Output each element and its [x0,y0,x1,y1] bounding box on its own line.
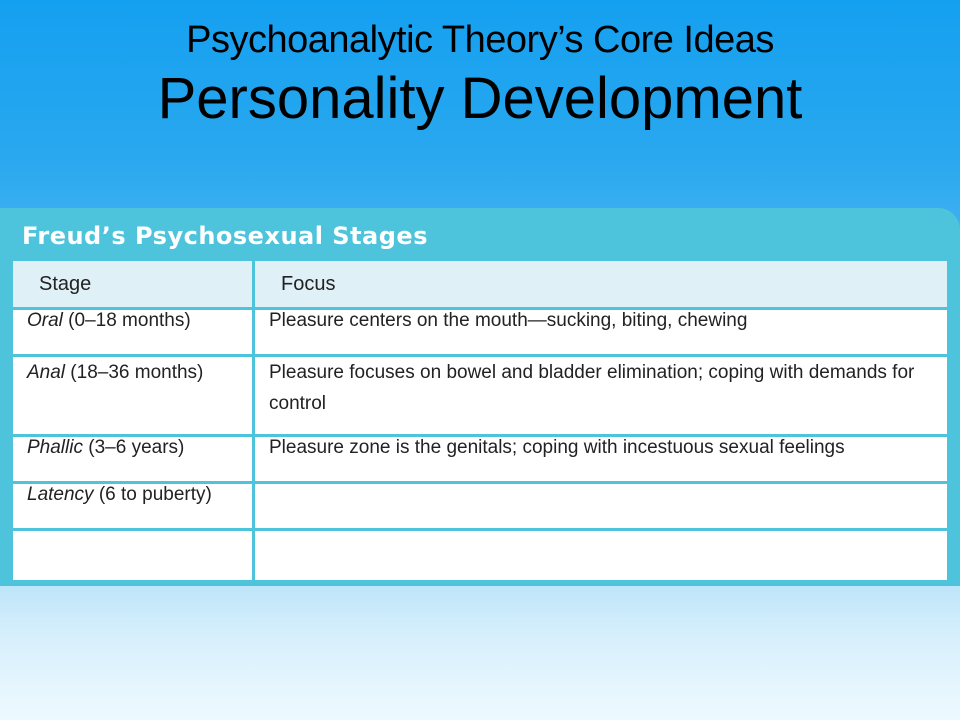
stage-age: (18–36 months) [65,362,204,383]
table-row [12,356,949,436]
column-header-stage: Stage [12,260,254,309]
stage-name: Latency [27,484,94,505]
stage-cell [12,309,254,356]
table-header-row [12,260,949,309]
table-row [12,309,949,356]
focus-cell: Pleasure zone is the genitals; coping with incestuous sexual feelings [254,436,949,483]
stage-name: Anal [27,362,66,383]
focus-cell [254,530,949,582]
table-row [12,436,949,483]
stage-cell [12,356,254,436]
table-heading: Freud’s Psychosexual Stages [22,222,428,250]
column-header-focus: Focus [254,260,949,309]
table-row [12,530,949,582]
stage-age: (6 to puberty) [93,484,212,505]
slide-title-line2: Personality Development [157,66,803,131]
stage-age: (0–18 months) [62,310,191,331]
stages-table [10,258,950,583]
table-row [12,483,949,530]
slide-title [0,18,960,134]
stage-cell [12,530,254,582]
stage-name: Phallic [27,437,83,458]
stage-cell [12,436,254,483]
stage-age: (3–6 years) [82,437,185,458]
stage-cell [12,483,254,530]
focus-cell [254,483,949,530]
stage-name: Oral [27,310,63,331]
focus-cell: Pleasure centers on the mouth—sucking, biting, chewing [254,309,949,356]
slide-title-line1: Psychoanalytic Theory’s Core Ideas [186,19,774,61]
focus-cell: Pleasure focuses on bowel and bladder elimination; coping with demands for control [254,356,949,436]
stages-table-panel [0,208,960,586]
